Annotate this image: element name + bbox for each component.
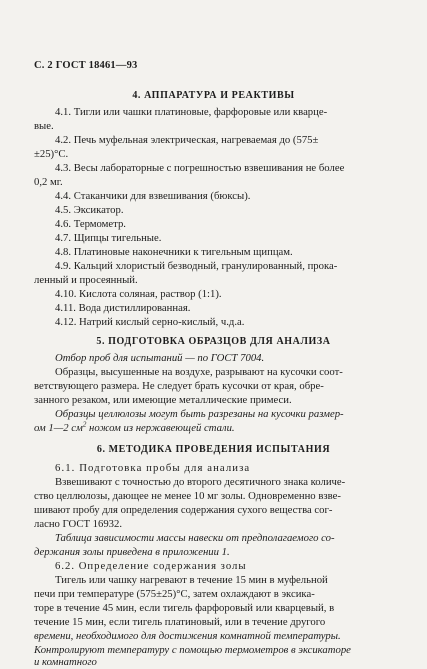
text-line: 4.5. Эксикатор. <box>55 204 124 216</box>
subsection-title: 6.1. Подготовка пробы для анализа <box>55 462 251 474</box>
text-line: Тигель или чашку нагревают в течение 15 мин в муфельной <box>55 574 328 586</box>
text-line: Контролируют температуру с помощью термометров в эксикаторе <box>34 644 351 656</box>
text-line: Образцы целлюлозы могут быть разрезаны на кусочки размер- <box>55 408 344 420</box>
text-line: ласно ГОСТ 16932. <box>34 518 123 530</box>
text-line: ветствующего размера. Не следует брать кусочки от края, обре- <box>34 380 324 392</box>
text-line: 0,2 мг. <box>34 176 63 188</box>
text-line: 4.9. Кальций хлористый безводный, гранулированный, прока- <box>55 260 338 272</box>
text-line: 4.10. Кислота соляная, раствор (1:1). <box>55 288 222 300</box>
page-header: С. 2 ГОСТ 18461—93 <box>34 60 138 71</box>
subsection-title: 6.2. Определение содержания золы <box>55 560 247 572</box>
text-line: 4.3. Весы лабораторные с погрешностью взвешивания не более <box>55 162 345 174</box>
section-6-title: 6. МЕТОДИКА ПРОВЕДЕНИЯ ИСПЫТАНИЯ <box>96 444 331 455</box>
text-line: ±25)°С. <box>34 148 69 160</box>
text-line: 4.12. Натрий кислый серно-кислый, ч.д.а. <box>55 316 245 328</box>
text-line: 4.4. Стаканчики для взвешивания (бюксы). <box>55 190 251 202</box>
text-line: Образцы, высушенные на воздухе, разрывают на кусочки соот- <box>55 366 343 378</box>
text-line: 4.2. Печь муфельная электрическая, нагреваемая до (575± <box>55 134 319 146</box>
text-line: течение 15 мин, если тигель платиновый, или в течение другого <box>34 616 326 628</box>
text-line: 4.11. Вода дистиллированная. <box>55 302 191 314</box>
text-line: 4.1. Тигли или чашки платиновые, фарфоровые или кварце- <box>55 106 328 118</box>
text-line <box>34 422 235 435</box>
text-line: ленный и просеянный. <box>34 274 138 286</box>
text-line: Таблица зависимости массы навески от предполагаемого со- <box>55 532 335 544</box>
text-line: торе в течение 45 мин, если тигель фарфоровый или кварцевый, в <box>34 602 335 614</box>
text-line: 4.7. Щипцы тигельные. <box>55 232 162 244</box>
text-line: 4.6. Термометр. <box>55 218 126 230</box>
text-line: 4.8. Платиновые наконечники к тигельным щипцам. <box>55 246 293 258</box>
text-line: держания золы приведена в приложении 1. <box>34 546 230 558</box>
section-5-title: 5. ПОДГОТОВКА ОБРАЗЦОВ ДЛЯ АНАЛИЗА <box>96 336 331 347</box>
text-line: времени, необходимого для достижения комнатной температуры. <box>34 630 341 642</box>
text-line: Взвешивают с точностью до второго десятичного знака количе- <box>55 476 346 488</box>
superscript: 2 <box>82 420 87 429</box>
text-line: шивают пробу для определения содержания сухого вещества сог- <box>34 504 333 516</box>
text-fragment: ом 1—2 см <box>34 422 83 434</box>
text-line: вые. <box>34 120 54 132</box>
text-line: печи при температуре (575±25)°С, затем охлаждают в эксика- <box>34 588 315 600</box>
text-line: Отбор проб для испытаний — по ГОСТ 7004. <box>55 352 265 364</box>
text-line: ство целлюлозы, дающее не менее 10 мг золы. Одновременно взве- <box>34 490 341 502</box>
text-line: и комнатного <box>34 656 97 668</box>
text-line: занного резаком, или имеющие металлические примеси. <box>34 394 292 406</box>
text-fragment: ножом из нержавеющей стали. <box>86 422 235 434</box>
section-4-title: 4. АППАРАТУРА И РЕАКТИВЫ <box>132 90 295 101</box>
